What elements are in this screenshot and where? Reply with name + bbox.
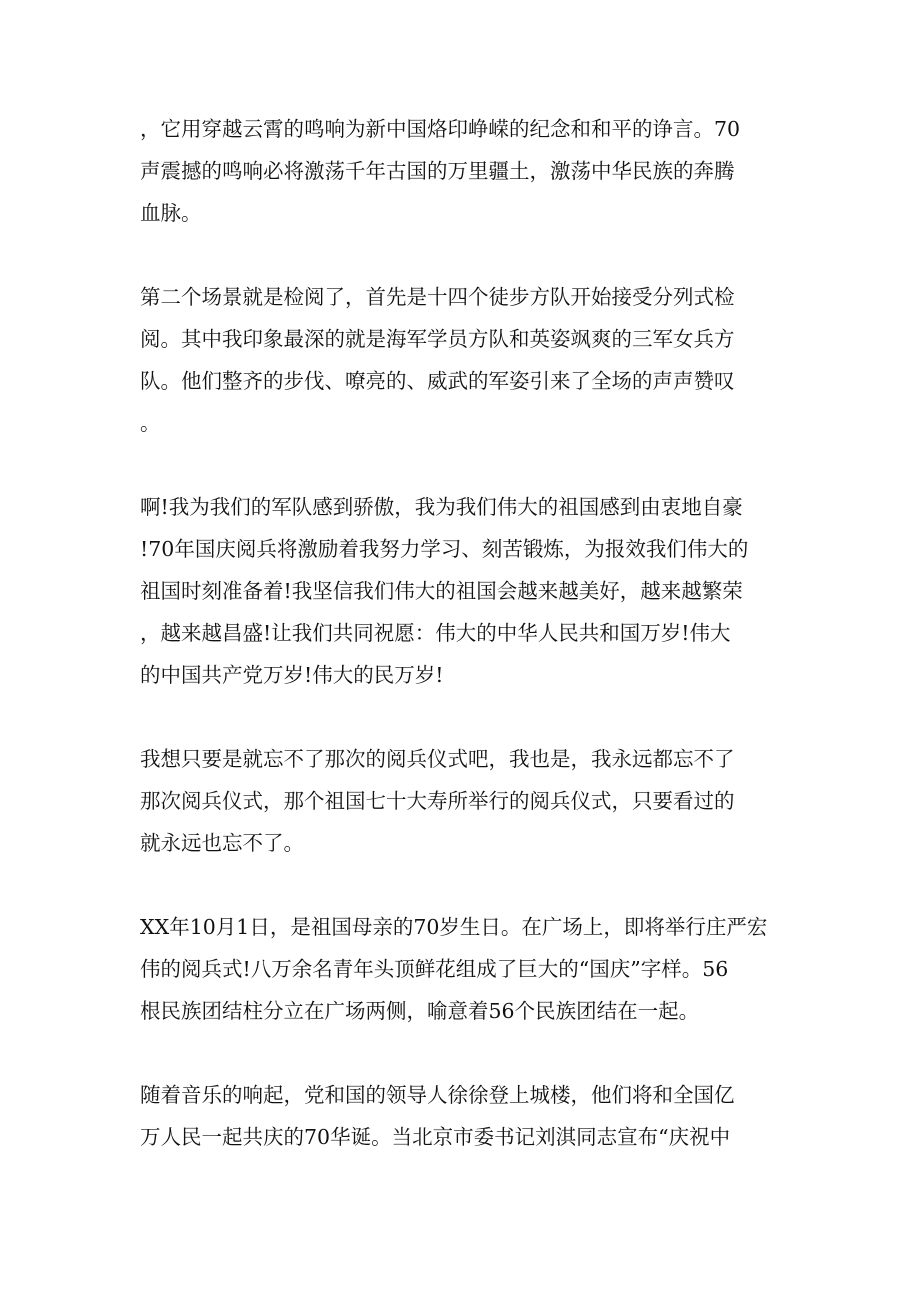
paragraph-1 — [140, 108, 780, 234]
text-line: 啊!我为我们的军队感到骄傲，我为我们伟大的祖国感到由衷地自豪 — [140, 495, 743, 519]
text-line: 就永远也忘不了。 — [140, 831, 304, 855]
text-line: 祖国时刻准备着!我坚信我们伟大的祖国会越来越美好，越来越繁荣 — [140, 579, 743, 603]
paragraph-6 — [140, 1074, 780, 1158]
document-body — [140, 108, 780, 1200]
text-line: 随着音乐的响起，党和国的领导人徐徐登上城楼，他们将和全国亿 — [140, 1083, 735, 1107]
text-line: 我想只要是就忘不了那次的阅兵仪式吧，我也是，我永远都忘不了 — [140, 747, 735, 771]
text-line: 阅。其中我印象最深的就是海军学员方队和英姿飒爽的三军女兵方 — [140, 327, 735, 351]
text-line: 。 — [140, 411, 161, 435]
paragraph-4 — [140, 738, 780, 864]
text-line: 那次阅兵仪式，那个祖国七十大寿所举行的阅兵仪式，只要看过的 — [140, 789, 735, 813]
text-line: ，它用穿越云霄的鸣响为新中国烙印峥嵘的纪念和和平的诤言。70 — [140, 117, 741, 141]
text-line: !70年国庆阅兵将激励着我努力学习、刻苦锻炼，为报效我们伟大的 — [140, 537, 749, 561]
text-line: 伟的阅兵式!八万余名青年头顶鲜花组成了巨大的“国庆”字样。56 — [140, 957, 729, 981]
text-line: ，越来越昌盛!让我们共同祝愿：伟大的中华人民共和国万岁!伟大 — [140, 621, 731, 645]
text-line: 队。他们整齐的步伐、嘹亮的、威武的军姿引来了全场的声声赞叹 — [140, 369, 735, 393]
text-line: 第二个场景就是检阅了，首先是十四个徒步方队开始接受分列式检 — [140, 285, 735, 309]
text-line: 万人民一起共庆的70华诞。当北京市委书记刘淇同志宣布“庆祝中 — [140, 1125, 731, 1149]
text-line: 根民族团结柱分立在广场两侧，喻意着56个民族团结在一起。 — [140, 999, 700, 1023]
paragraph-3 — [140, 486, 780, 696]
text-line: 的中国共产党万岁!伟大的民万岁! — [140, 663, 444, 687]
text-line: 血脉。 — [140, 201, 202, 225]
paragraph-2 — [140, 276, 780, 444]
text-line: XX年10月1日，是祖国母亲的70岁生日。在广场上，即将举行庄严宏 — [140, 915, 768, 939]
text-line: 声震撼的鸣响必将激荡千年古国的万里疆土，激荡中华民族的奔腾 — [140, 159, 735, 183]
paragraph-5 — [140, 906, 780, 1032]
